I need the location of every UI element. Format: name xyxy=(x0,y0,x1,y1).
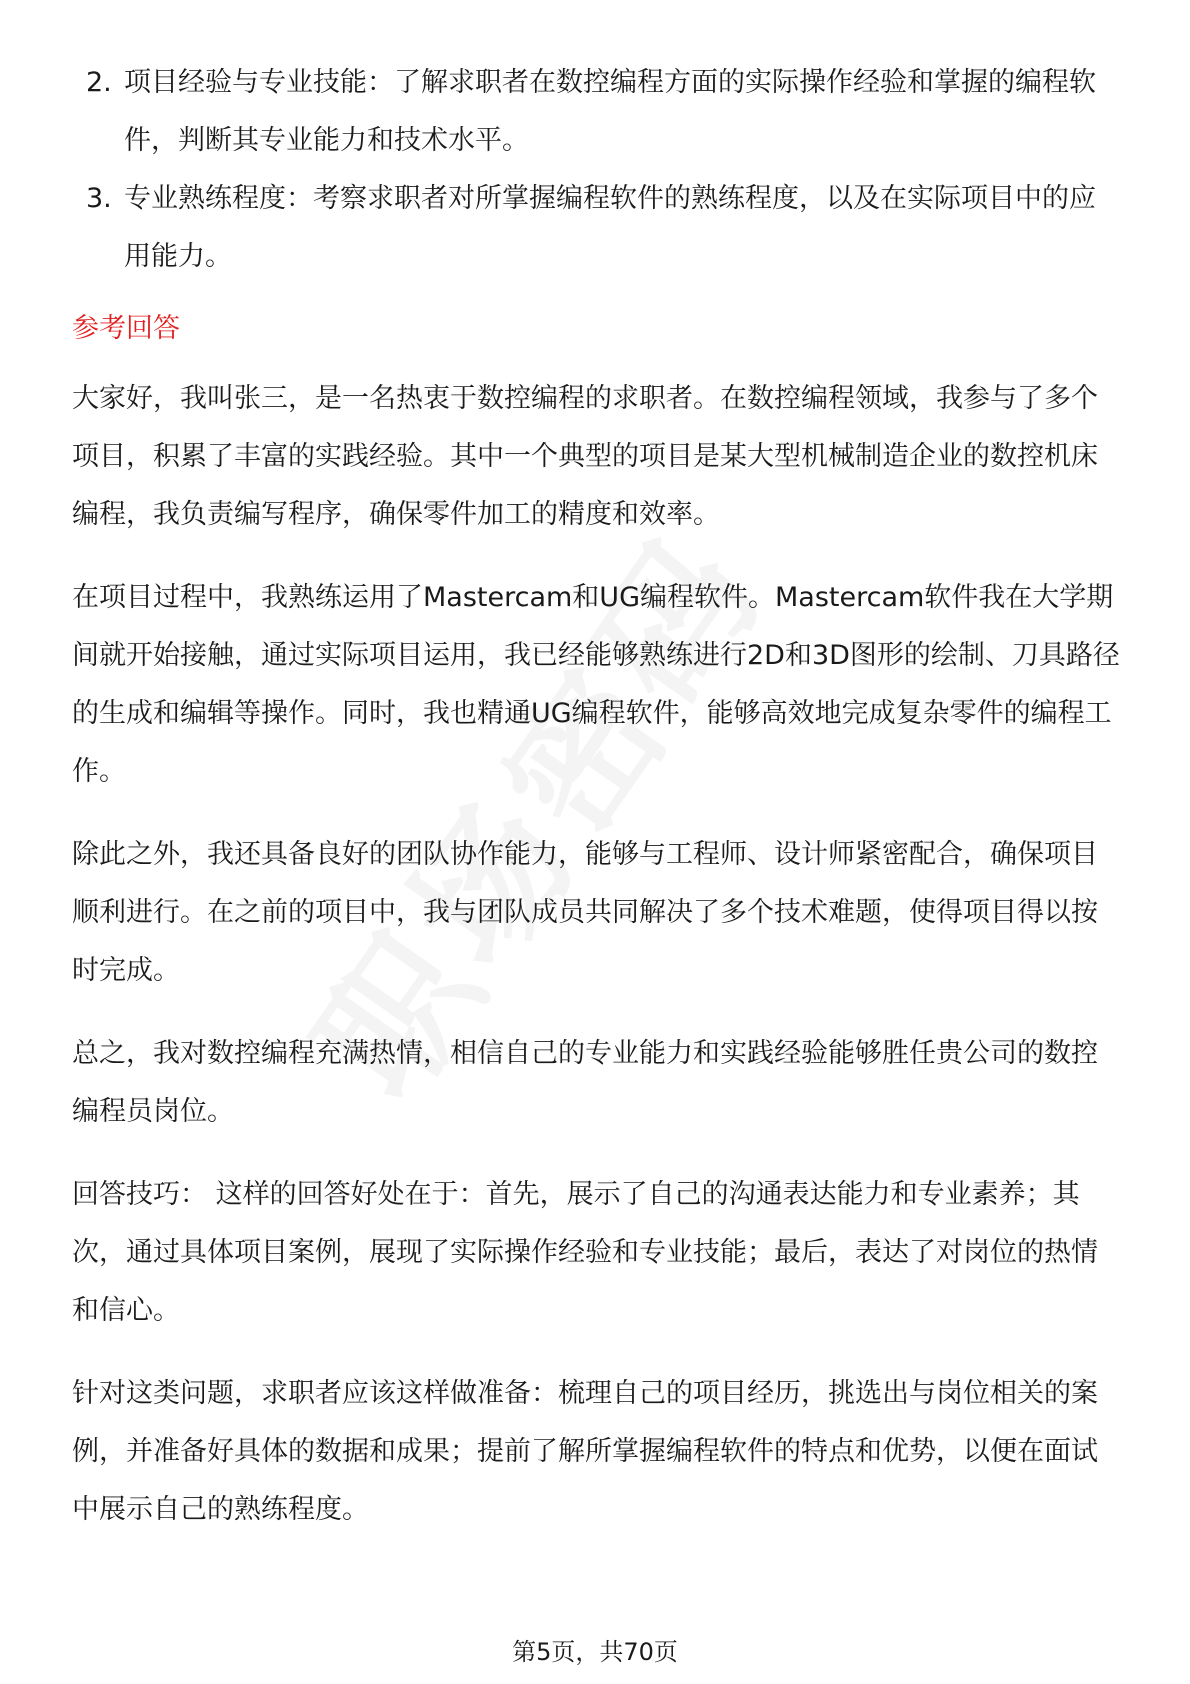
list-item-text: 专业熟练程度：考察求职者对所掌握编程软件的熟练程度，以及在实际项目中的应用能力。 xyxy=(124,183,1096,272)
paragraph: 总之，我对数控编程充满热情，相信自己的专业能力和实践经验能够胜任贵公司的数控编程员岗位。 xyxy=(72,1038,1098,1127)
list-number: 3. xyxy=(86,183,112,214)
paragraph: 大家好，我叫张三，是一名热衷于数控编程的求职者。在数控编程领域，我参与了多个项目，积累了丰富的实践经验。其中一个典型的项目是某大型机械制造企业的数控机床编程，我负责编写程序，确保零件加工的精度和效率。 xyxy=(72,383,1098,530)
paragraph: 在项目过程中，我熟练运用了Mastercam和UG编程软件。Mastercam软件我在大学期间就开始接触，通过实际项目运用，我已经能够熟练进行2D和3D图形的绘制、刀具路径的生成和编辑等操作。同时，我也精通UG编程软件，能够高效地完成复杂零件的编程工作。 xyxy=(72,582,1120,787)
list-item xyxy=(72,54,1122,170)
list-item xyxy=(72,170,1122,286)
list-number: 2. xyxy=(86,67,112,98)
section-heading: 参考回答 xyxy=(72,313,180,344)
page-footer: 第5页，共70页 xyxy=(512,1638,678,1666)
paragraph: 除此之外，我还具备良好的团队协作能力，能够与工程师、设计师紧密配合，确保项目顺利进行。在之前的项目中，我与团队成员共同解决了多个技术难题，使得项目得以按时完成。 xyxy=(72,839,1098,986)
paragraph: 针对这类问题，求职者应该这样做准备：梳理自己的项目经历，挑选出与岗位相关的案例，并准备好具体的数据和成果；提前了解所掌握编程软件的特点和优势，以便在面试中展示自己的熟练程度。 xyxy=(72,1378,1098,1525)
list-item-text: 项目经验与专业技能：了解求职者在数控编程方面的实际操作经验和掌握的编程软件，判断其专业能力和技术水平。 xyxy=(124,67,1096,156)
document-body xyxy=(72,54,1122,1564)
paragraph: 回答技巧： 这样的回答好处在于：首先，展示了自己的沟通表达能力和专业素养；其次，通过具体项目案例，展现了实际操作经验和专业技能；最后，表达了对岗位的热情和信心。 xyxy=(72,1179,1098,1326)
